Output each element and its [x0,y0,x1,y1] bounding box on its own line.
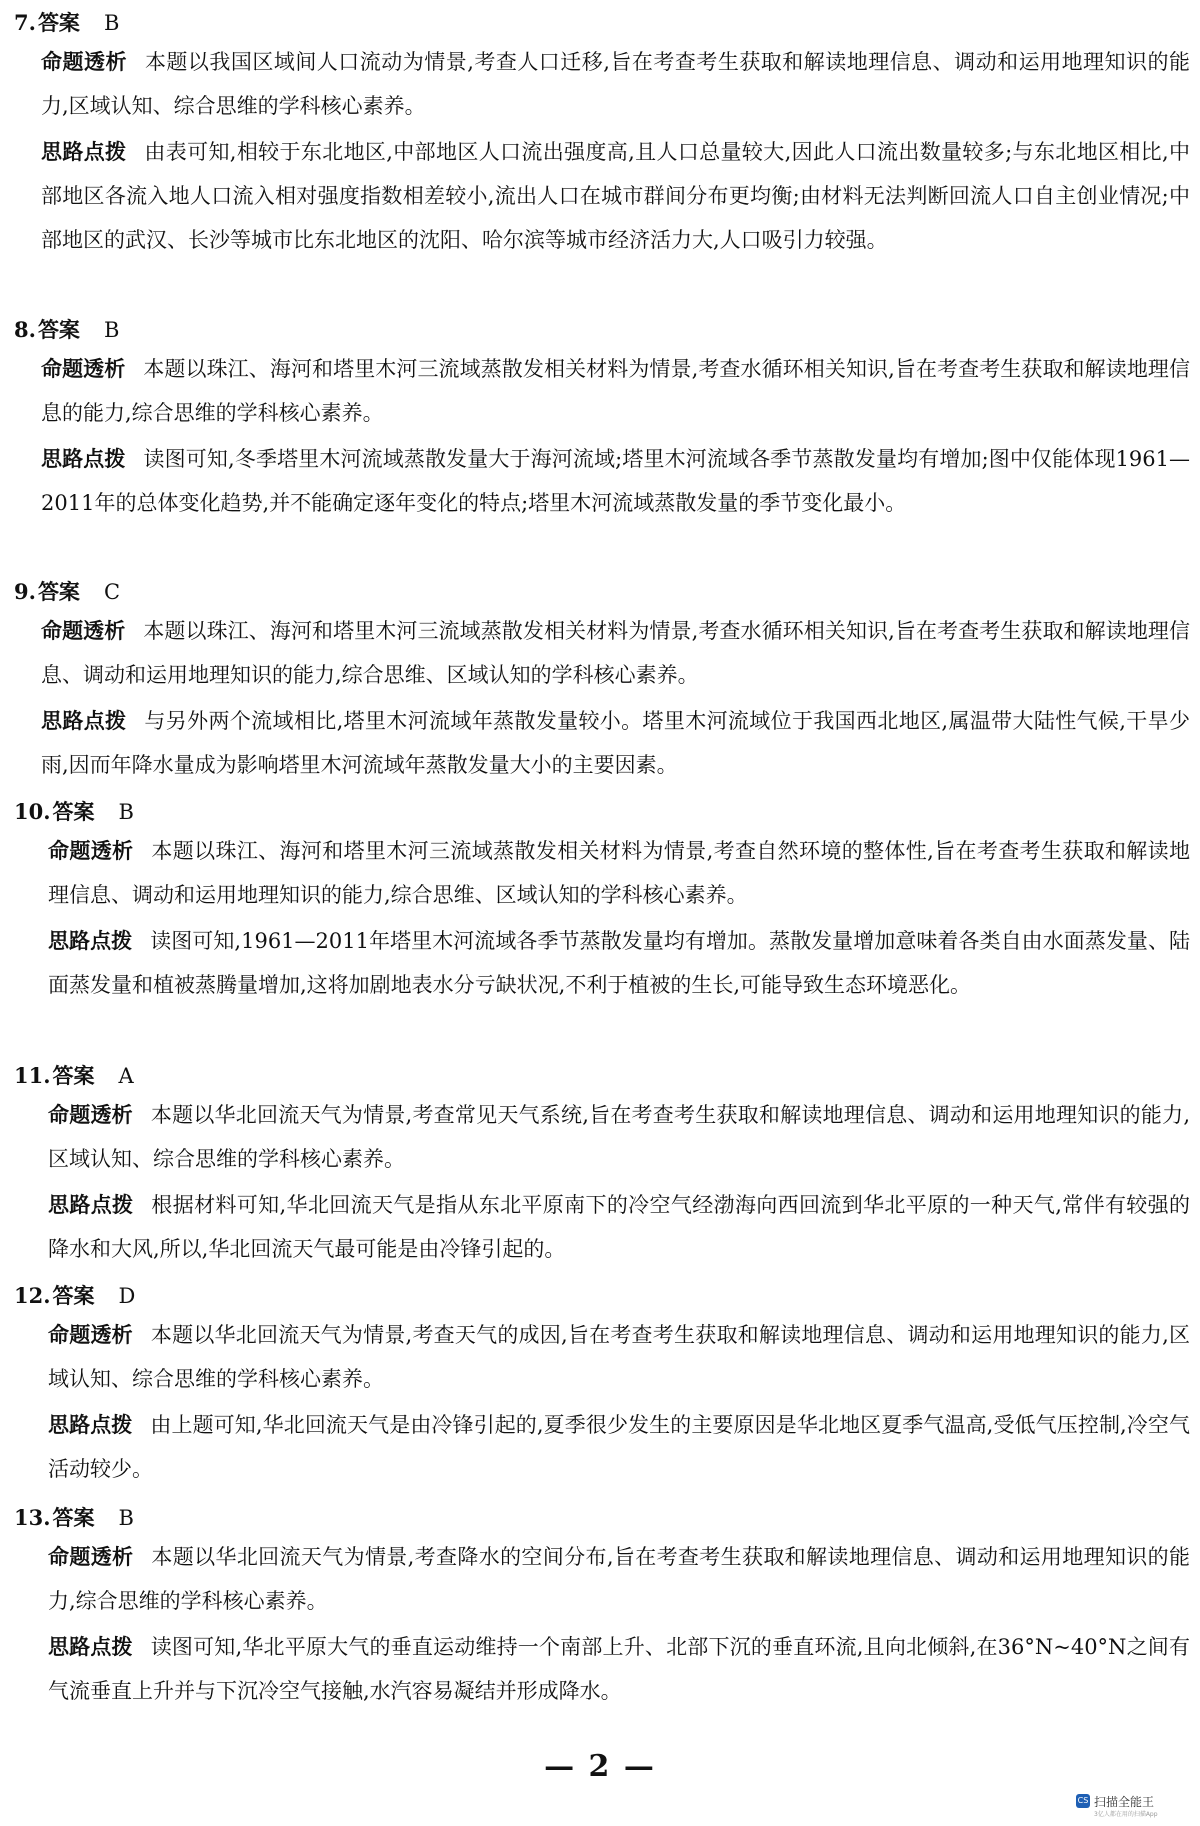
question-number: 12. [14,1283,51,1308]
answer-label: 答案 [37,317,80,342]
question-8 [14,315,1190,525]
answer-letter: B [118,800,134,824]
analysis-paragraph [41,609,1190,697]
reasoning-label: 思路点拨 [48,1635,133,1659]
question-7 [14,8,1190,262]
question-11 [14,1061,1190,1271]
question-number: 13. [14,1505,51,1530]
answer-letter: D [118,1284,136,1308]
answer-label: 答案 [37,10,80,35]
analysis-paragraph [41,40,1190,128]
question-13 [14,1503,1190,1713]
question-number: 8. [14,317,36,342]
question-10 [14,797,1190,1007]
analysis-label: 命题透析 [48,1103,133,1127]
analysis-label: 命题透析 [41,357,126,381]
answer-label: 答案 [52,1505,95,1530]
answer-line [14,797,1190,827]
reasoning-paragraph [48,919,1190,1007]
scanner-app-tagline: 3亿人都在用的扫描App [1094,1811,1158,1818]
answer-line [14,1281,1190,1311]
reasoning-text: 读图可知,华北平原大气的垂直运动维持一个南部上升、北部下沉的垂直环流,且向北倾斜,在36°N~40°N之间有气流垂直上升并与下沉冷空气接触,水汽容易凝结并形成降水。 [48,1635,1190,1703]
scanner-watermark-badge [1076,1790,1194,1822]
answer-label: 答案 [52,799,95,824]
reasoning-label: 思路点拨 [48,929,133,953]
reasoning-paragraph [41,699,1190,787]
answer-letter: A [118,1064,134,1088]
analysis-text: 本题以我国区域间人口流动为情景,考查人口迁移,旨在考查考生获取和解读地理信息、调动和运用地理知识的能力,区域认知、综合思维的学科核心素养。 [41,50,1190,118]
answer-label: 答案 [52,1283,95,1308]
answer-line [14,1503,1190,1533]
answer-letter: B [103,318,120,342]
reasoning-text: 由上题可知,华北回流天气是由冷锋引起的,夏季很少发生的主要原因是华北地区夏季气温高,受低气压控制,冷空气活动较少。 [48,1413,1190,1481]
reasoning-label: 思路点拨 [41,140,127,164]
analysis-paragraph [48,1535,1190,1623]
reasoning-text: 由表可知,相较于东北地区,中部地区人口流出强度高,且人口总量较大,因此人口流出数量较多;与东北地区相比,中部地区各流入地人口流入相对强度指数相差较小,流出人口在城市群间分布更均衡;由材料无法判断回流人口自主创业情况;中部地区的武汉、长沙等城市比东北地区的沈阳、哈尔滨等城市经济活力大,人口吸引力较强。 [41,140,1191,252]
answer-label: 答案 [52,1063,95,1088]
page-number: — 2 — [544,1749,656,1784]
analysis-label: 命题透析 [41,619,126,643]
analysis-label: 命题透析 [48,1545,134,1569]
reasoning-paragraph [41,437,1190,525]
answer-line [14,1061,1190,1091]
scanner-logo-icon: CS [1076,1794,1090,1808]
reasoning-text: 读图可知,冬季塔里木河流域蒸散发量大于海河流域;塔里木河流域各季节蒸散发量均有增加;图中仅能体现1961—2011年的总体变化趋势,并不能确定逐年变化的特点;塔里木河流域蒸散发量的季节变化最小。 [41,447,1191,515]
analysis-label: 命题透析 [41,50,127,74]
reasoning-label: 思路点拨 [41,447,126,471]
reasoning-text: 根据材料可知,华北回流天气是指从东北平原南下的冷空气经渤海向西回流到华北平原的一种天气,常伴有较强的降水和大风,所以,华北回流天气最可能是由冷锋引起的。 [48,1193,1191,1261]
reasoning-paragraph [48,1403,1190,1491]
reasoning-text: 读图可知,1961—2011年塔里木河流域各季节蒸散发量均有增加。蒸散发量增加意味着各类自由水面蒸发量、陆面蒸发量和植被蒸腾量增加,这将加剧地表水分亏缺状况,不利于植被的生长,可能导致生态环境恶化。 [48,929,1191,997]
analysis-paragraph [41,347,1190,435]
answer-letter: B [103,11,120,35]
analysis-paragraph [48,829,1190,917]
reasoning-paragraph [48,1183,1190,1271]
reasoning-paragraph [41,130,1190,262]
reasoning-label: 思路点拨 [48,1193,134,1217]
reasoning-paragraph [48,1625,1190,1713]
reasoning-label: 思路点拨 [48,1413,133,1437]
answer-line [14,577,1190,607]
analysis-text: 本题以华北回流天气为情景,考查天气的成因,旨在考查考生获取和解读地理信息、调动和运用地理知识的能力,区域认知、综合思维的学科核心素养。 [48,1323,1190,1391]
question-number: 7. [14,10,36,35]
reasoning-label: 思路点拨 [41,709,127,733]
answer-line [14,8,1190,38]
question-number: 11. [14,1063,51,1088]
reasoning-text: 与另外两个流域相比,塔里木河流域年蒸散发量较小。塔里木河流域位于我国西北地区,属温带大陆性气候,干旱少雨,因而年降水量成为影响塔里木河流域年蒸散发量大小的主要因素。 [41,709,1190,777]
analysis-text: 本题以珠江、海河和塔里木河三流域蒸散发相关材料为情景,考查自然环境的整体性,旨在考查考生获取和解读地理信息、调动和运用地理知识的能力,综合思维、区域认知的学科核心素养。 [48,839,1191,907]
question-12 [14,1281,1190,1491]
scanner-app-name: 扫描全能王 [1094,1795,1155,1809]
analysis-text: 本题以珠江、海河和塔里木河三流域蒸散发相关材料为情景,考查水循环相关知识,旨在考查考生获取和解读地理信息的能力,综合思维的学科核心素养。 [41,357,1190,425]
answer-line [14,315,1190,345]
question-number: 9. [14,579,36,604]
answer-letter: B [118,1506,134,1530]
answer-letter: C [103,580,121,604]
analysis-paragraph [48,1093,1190,1181]
question-number: 10. [14,799,51,824]
answer-label: 答案 [37,579,80,604]
analysis-label: 命题透析 [48,1323,133,1347]
analysis-label: 命题透析 [48,839,134,863]
analysis-text: 本题以华北回流天气为情景,考查常见天气系统,旨在考查考生获取和解读地理信息、调动和运用地理知识的能力,区域认知、综合思维的学科核心素养。 [48,1103,1190,1171]
question-9 [14,577,1190,787]
analysis-text: 本题以华北回流天气为情景,考查降水的空间分布,旨在考查考生获取和解读地理信息、调动和运用地理知识的能力,综合思维的学科核心素养。 [48,1545,1191,1613]
analysis-paragraph [48,1313,1190,1401]
analysis-text: 本题以珠江、海河和塔里木河三流域蒸散发相关材料为情景,考查水循环相关知识,旨在考查考生获取和解读地理信息、调动和运用地理知识的能力,综合思维、区域认知的学科核心素养。 [41,619,1190,687]
